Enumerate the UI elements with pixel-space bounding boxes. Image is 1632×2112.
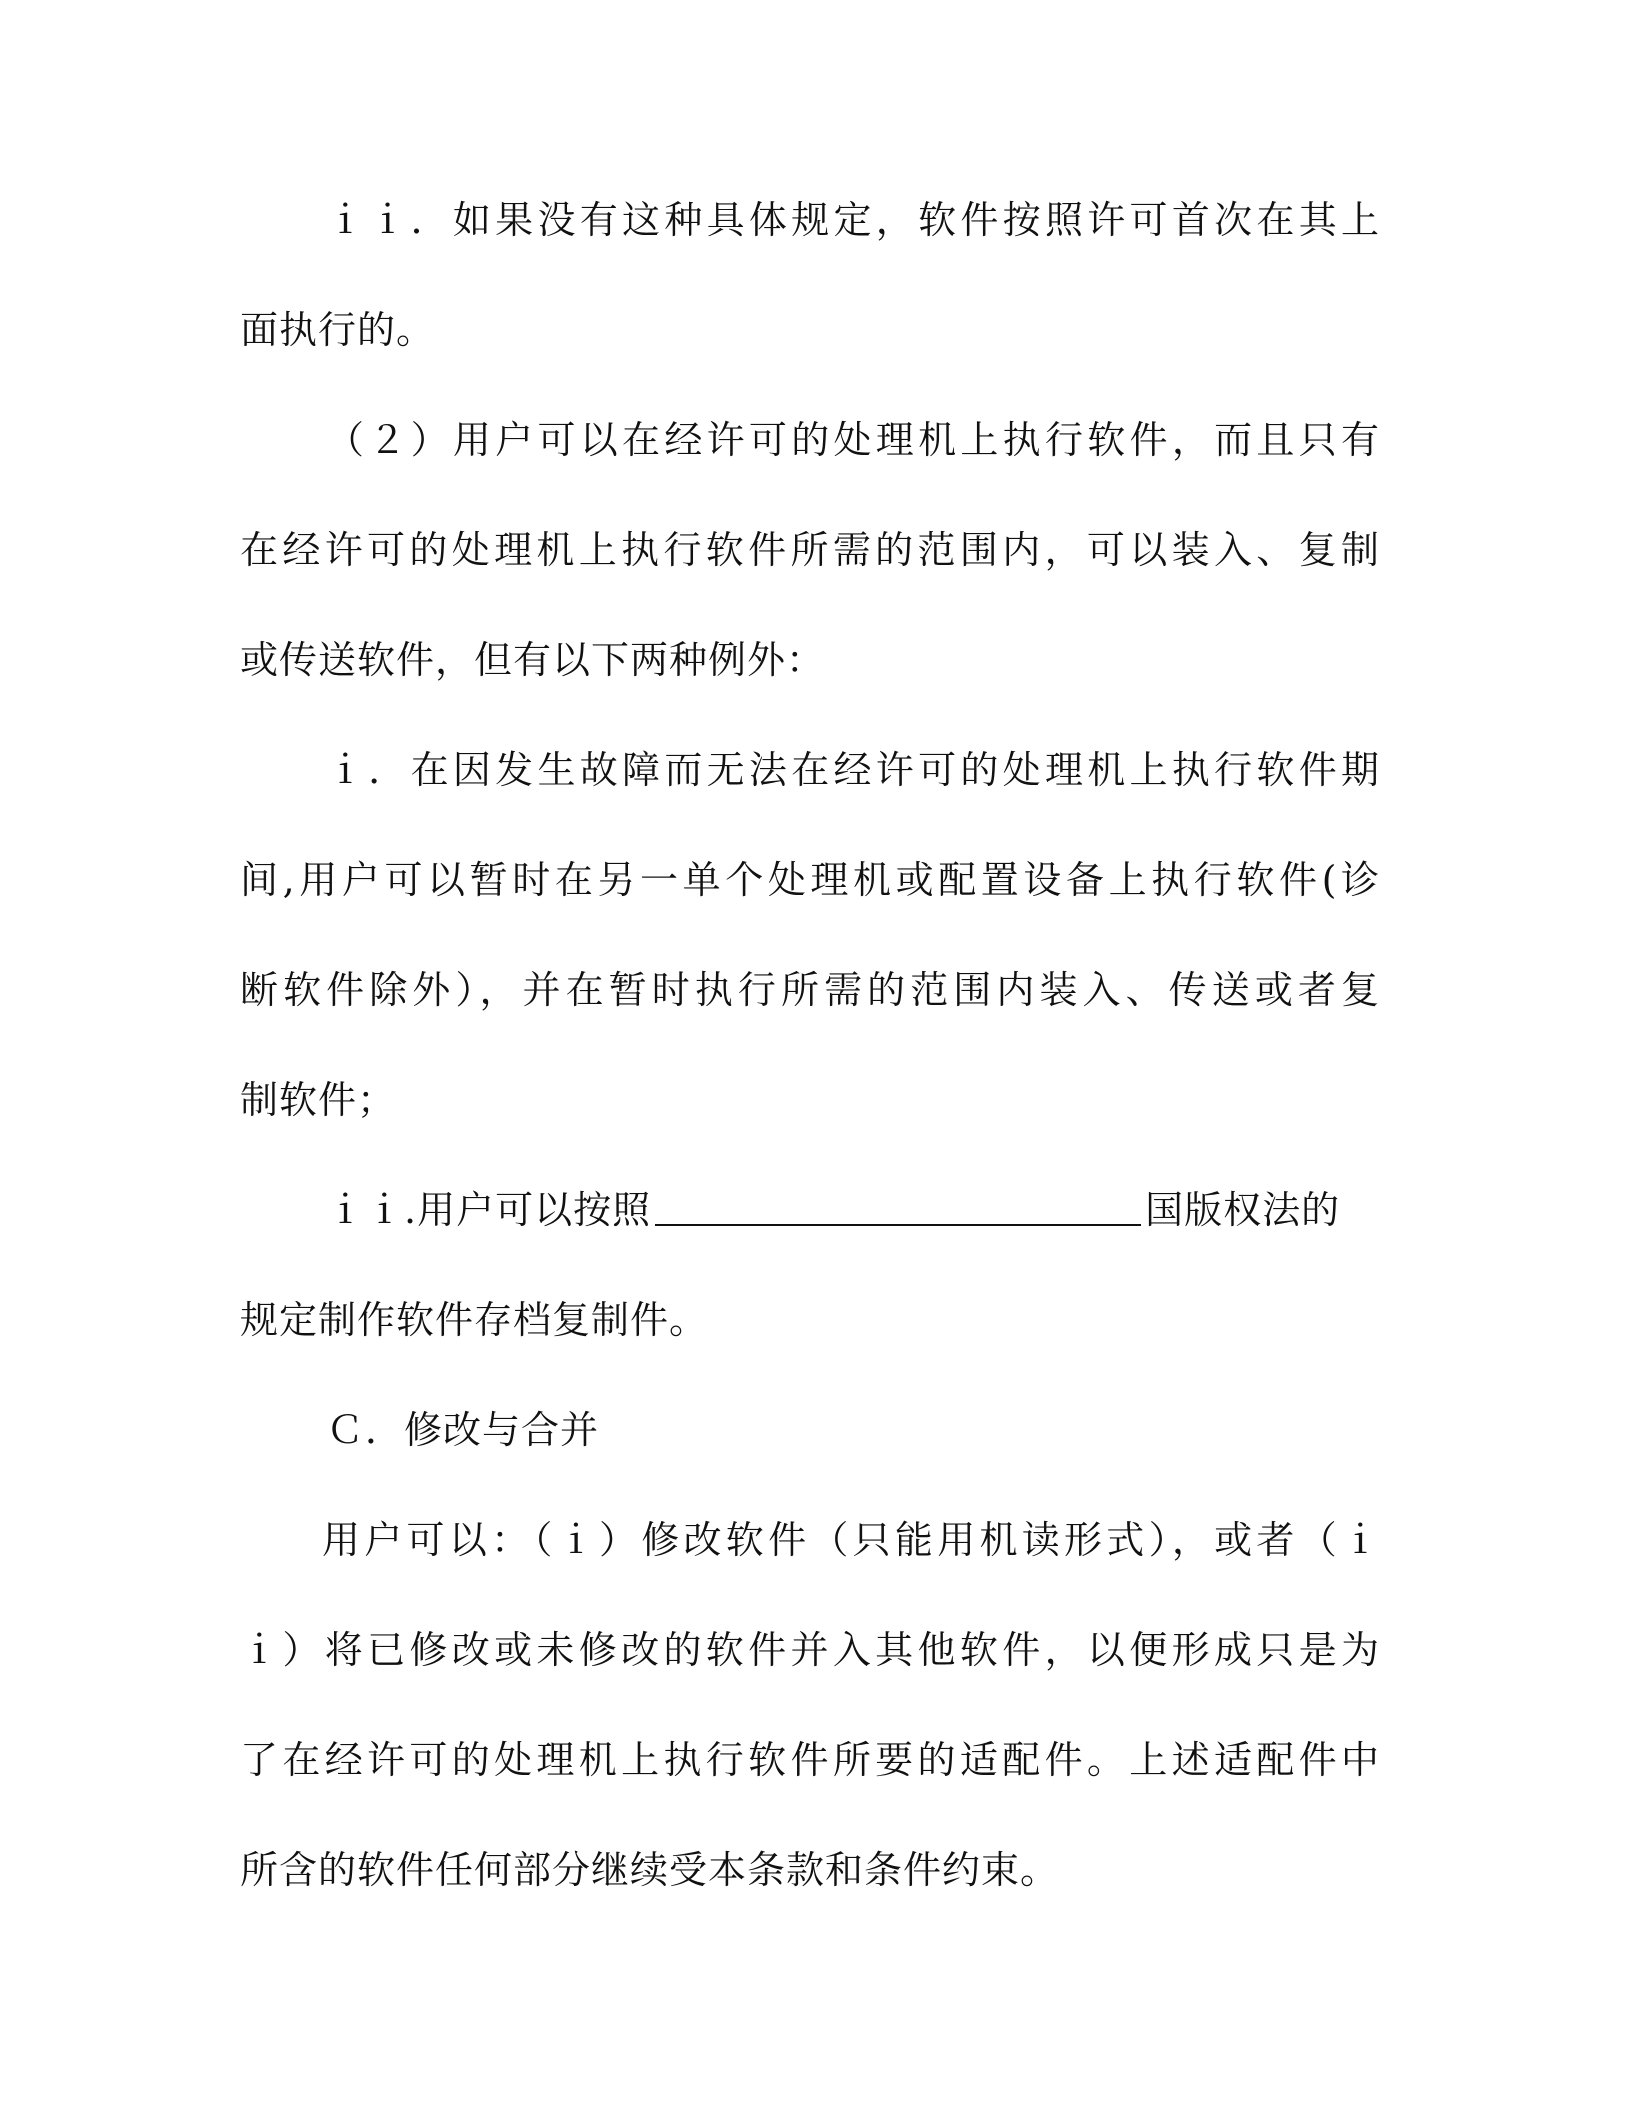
paragraph-line: 面执行的。 xyxy=(240,308,436,352)
fill-in-blank[interactable] xyxy=(655,1180,1141,1226)
paragraph-line: 用户可以：（ｉ）修改软件（只能用机读形式），或者（ｉ xyxy=(322,1518,1380,1562)
paragraph-line: 在经许可的处理机上执行软件所需的范围内，可以装入、复制 xyxy=(240,528,1380,572)
paragraph-line: 或传送软件，但有以下两种例外： xyxy=(240,638,826,682)
paragraph-line: （２）用户可以在经许可的处理机上执行软件，而且只有 xyxy=(326,418,1380,462)
paragraph-line: ｉ．在因发生故障而无法在经许可的处理机上执行软件期 xyxy=(326,748,1380,792)
fill-in-suffix: 国版权法的 xyxy=(1145,1188,1341,1232)
paragraph-line: ｉ）将已修改或未修改的软件并入其他软件，以便形成只是为 xyxy=(240,1628,1380,1672)
section-heading: Ｃ．修改与合并 xyxy=(326,1408,600,1452)
paragraph-line: ｉｉ．如果没有这种具体规定，软件按照许可首次在其上 xyxy=(326,198,1380,242)
paragraph-line: 所含的软件任何部分继续受本条款和条件约束。 xyxy=(240,1848,1060,1892)
paragraph-line: 间,用户可以暂时在另一单个处理机或配置设备上执行软件(诊 xyxy=(240,858,1380,902)
paragraph-line: 了在经许可的处理机上执行软件所要的适配件。上述适配件中 xyxy=(240,1738,1380,1782)
paragraph-line: 规定制作软件存档复制件。 xyxy=(240,1298,709,1342)
paragraph-line: 断软件除外），并在暂时执行所需的范围内装入、传送或者复 xyxy=(240,968,1380,1012)
paragraph-line: 制软件； xyxy=(240,1078,397,1122)
fill-in-line xyxy=(326,1180,1380,1240)
fill-in-prefix: ｉｉ.用户可以按照 xyxy=(326,1188,652,1232)
